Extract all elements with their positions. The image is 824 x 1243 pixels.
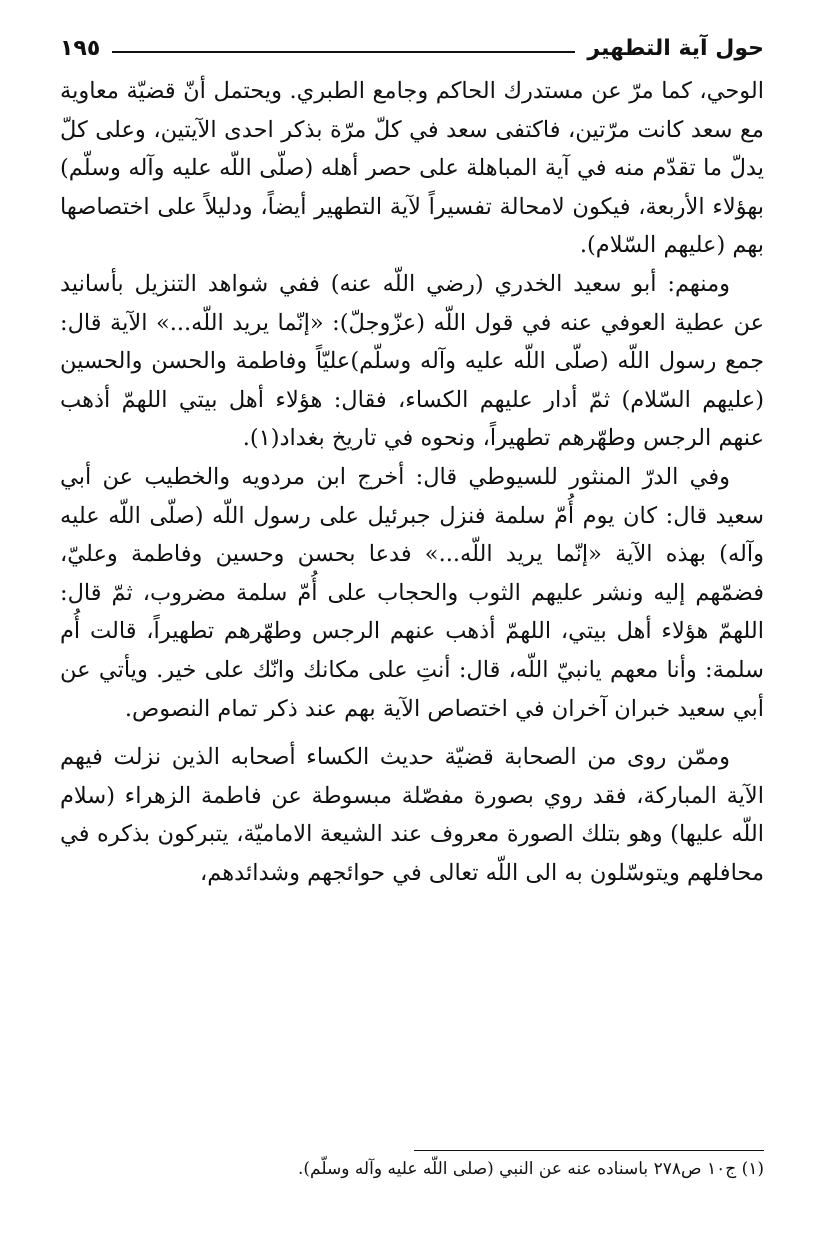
page-body [60,72,764,892]
header-rule [112,51,575,53]
footnote-rule [414,1150,764,1151]
paragraph-4: وممّن روى من الصحابة قضيّة حديث الكساء أصحابه الذين نزلت فيهم الآية المباركة، فقد روي بصورة مفصّلة مبسوطة عن فاطمة الزهراء (سلام اللّه عليها) وهو بتلك الصورة معروف عند الشيعة الاماميّة، يتبركون بذكره في محافلهم ويتوسّلون به الى اللّه تعالى في حوائجهم وشدائدهم، [60,744,764,886]
paragraph-2: ومنهم: أبو سعيد الخدري (رضي اللّه عنه) ففي شواهد التنزيل بأسانيد عن عطية العوفي عنه في قول اللّه (عزّوجلّ): «إنّما يريد اللّه...» الآية قال: جمع رسول اللّه (صلّى اللّه عليه وآله وسلّم)عليّاً وفاطمة والحسن والحسين (عليهم السّلام) ثمّ أدار عليهم الكساء، فقال: هؤلاء أهل بيتي اللهمّ أذهب عنهم الرجس وطهّرهم تطهيراً، ونحوه في تاريخ بغداد(١). [60,270,764,452]
paragraph-1: الوحي، كما مرّ عن مستدرك الحاكم وجامع الطبري. ويحتمل أنّ قضيّة معاوية مع سعد كانت مرّتين، فاكتفى سعد في كلّ مرّة بذكر احدى الآيتين، وعلى كلّ يدلّ ما تقدّم منه في آية المباهلة على حصر أهله (صلّى اللّه عليه وآله وسلّم) بهؤلاء الأربعة، فيكون لامحالة تفسيراً لآية التطهير أيضاً، ودليلاً على اختصاصها بهم (عليهم السّلام). [60,78,764,259]
running-header [60,28,764,68]
page-number: ١٩٥ [60,35,101,61]
footnote: (١) ج١٠ ص٢٧٨ باسناده عنه عن النبي (صلى اللّه عليه وآله وسلّم). [297,1159,764,1179]
chapter-title: حول آية التطهير [587,35,764,61]
paragraph-3: وفي الدرّ المنثور للسيوطي قال: أخرج ابن مردويه والخطيب عن أبي سعيد قال: كان يوم أُمّ سلمة فنزل جبرئيل على رسول اللّه (صلّى اللّه عليه وآله) بهذه الآية «إنّما يريد اللّه...» فدعا بحسن وحسين وفاطمة وعليّ، فضمّهم إليه ونشر عليهم الثوب والحجاب على أُمّ سلمة مضروب، ثمّ قال: اللهمّ هؤلاء أهل بيتي، اللهمّ أذهب عنهم الرجس وطهّرهم تطهيراً، قالت أُم سلمة: وأنا معهم يانبيّ اللّه، قال: أنتِ على مكانك وانّك على خير. ويأتي عن أبي سعيد خبران آخران في اختصاص الآية بهم عند ذكر تمام النصوص. [60,463,764,722]
